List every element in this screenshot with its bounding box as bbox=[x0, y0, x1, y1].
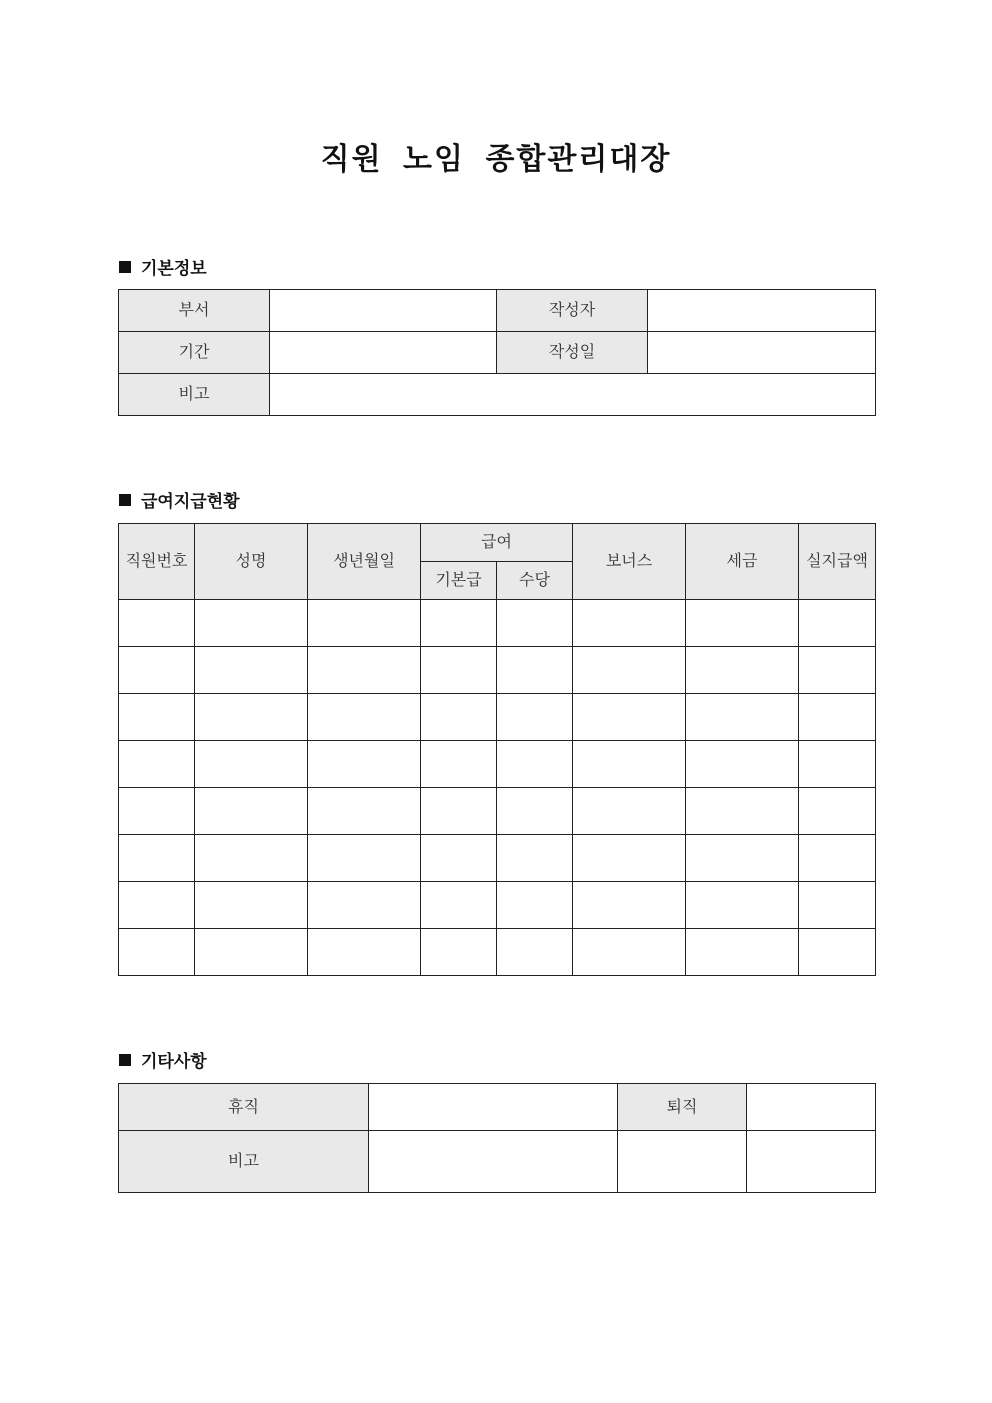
etc-note-field-2[interactable] bbox=[618, 1131, 747, 1193]
cell-birthdate[interactable] bbox=[308, 882, 421, 929]
cell-name[interactable] bbox=[195, 929, 308, 976]
cell-name[interactable] bbox=[195, 694, 308, 741]
cell-net-pay[interactable] bbox=[799, 929, 876, 976]
cell-net-pay[interactable] bbox=[799, 647, 876, 694]
cell-bonus[interactable] bbox=[573, 741, 686, 788]
section-heading-basic-info bbox=[119, 254, 207, 279]
cell-allowance[interactable] bbox=[497, 929, 573, 976]
col-header-bonus: 보너스 bbox=[573, 524, 686, 600]
period-label: 기간 bbox=[119, 332, 270, 374]
section-heading-salary bbox=[119, 487, 240, 512]
dept-field[interactable] bbox=[270, 290, 497, 332]
etc-table bbox=[118, 1083, 876, 1193]
dept-label: 부서 bbox=[119, 290, 270, 332]
cell-name[interactable] bbox=[195, 647, 308, 694]
table-row bbox=[119, 741, 876, 788]
cell-tax[interactable] bbox=[686, 929, 799, 976]
cell-birthdate[interactable] bbox=[308, 600, 421, 647]
page-title: 직원 노임 종합관리대장 bbox=[320, 142, 672, 177]
date-label: 작성일 bbox=[497, 332, 648, 374]
cell-employee-id[interactable] bbox=[119, 788, 195, 835]
square-bullet-icon bbox=[119, 494, 131, 506]
cell-employee-id[interactable] bbox=[119, 600, 195, 647]
cell-employee-id[interactable] bbox=[119, 882, 195, 929]
cell-tax[interactable] bbox=[686, 600, 799, 647]
leave-label: 휴직 bbox=[119, 1084, 369, 1131]
cell-net-pay[interactable] bbox=[799, 600, 876, 647]
note-label: 비고 bbox=[119, 374, 270, 416]
cell-allowance[interactable] bbox=[497, 788, 573, 835]
cell-birthdate[interactable] bbox=[308, 741, 421, 788]
col-header-birthdate: 생년월일 bbox=[308, 524, 421, 600]
etc-note-field[interactable] bbox=[369, 1131, 618, 1193]
col-header-name: 성명 bbox=[195, 524, 308, 600]
col-header-base-pay: 기본급 bbox=[421, 562, 497, 600]
cell-tax[interactable] bbox=[686, 741, 799, 788]
cell-base-pay[interactable] bbox=[421, 882, 497, 929]
col-header-net-pay: 실지급액 bbox=[799, 524, 876, 600]
cell-base-pay[interactable] bbox=[421, 741, 497, 788]
table-row bbox=[119, 835, 876, 882]
cell-name[interactable] bbox=[195, 788, 308, 835]
table-row bbox=[119, 694, 876, 741]
cell-name[interactable] bbox=[195, 741, 308, 788]
cell-tax[interactable] bbox=[686, 788, 799, 835]
cell-allowance[interactable] bbox=[497, 882, 573, 929]
writer-field[interactable] bbox=[648, 290, 876, 332]
cell-net-pay[interactable] bbox=[799, 741, 876, 788]
cell-name[interactable] bbox=[195, 600, 308, 647]
cell-bonus[interactable] bbox=[573, 600, 686, 647]
table-row bbox=[119, 929, 876, 976]
table-row bbox=[119, 600, 876, 647]
table-row bbox=[119, 788, 876, 835]
cell-tax[interactable] bbox=[686, 835, 799, 882]
cell-tax[interactable] bbox=[686, 647, 799, 694]
cell-bonus[interactable] bbox=[573, 929, 686, 976]
cell-birthdate[interactable] bbox=[308, 694, 421, 741]
cell-base-pay[interactable] bbox=[421, 694, 497, 741]
cell-bonus[interactable] bbox=[573, 788, 686, 835]
table-row bbox=[119, 882, 876, 929]
cell-net-pay[interactable] bbox=[799, 882, 876, 929]
cell-employee-id[interactable] bbox=[119, 741, 195, 788]
cell-net-pay[interactable] bbox=[799, 788, 876, 835]
etc-note-label: 비고 bbox=[119, 1131, 369, 1193]
cell-allowance[interactable] bbox=[497, 835, 573, 882]
col-header-allowance: 수당 bbox=[497, 562, 573, 600]
cell-base-pay[interactable] bbox=[421, 600, 497, 647]
cell-tax[interactable] bbox=[686, 694, 799, 741]
section-heading-etc bbox=[119, 1047, 207, 1072]
col-header-pay: 급여 bbox=[421, 524, 573, 562]
cell-base-pay[interactable] bbox=[421, 788, 497, 835]
leave-field[interactable] bbox=[369, 1084, 618, 1131]
writer-label: 작성자 bbox=[497, 290, 648, 332]
table-row bbox=[119, 647, 876, 694]
cell-tax[interactable] bbox=[686, 882, 799, 929]
cell-employee-id[interactable] bbox=[119, 647, 195, 694]
basic-info-table bbox=[118, 289, 876, 416]
cell-name[interactable] bbox=[195, 882, 308, 929]
note-field[interactable] bbox=[270, 374, 876, 416]
section-heading-text: 기본정보 bbox=[141, 259, 207, 279]
cell-allowance[interactable] bbox=[497, 741, 573, 788]
cell-base-pay[interactable] bbox=[421, 835, 497, 882]
cell-net-pay[interactable] bbox=[799, 694, 876, 741]
section-heading-text: 급여지급현황 bbox=[141, 492, 240, 512]
square-bullet-icon bbox=[119, 1054, 131, 1066]
resign-label: 퇴직 bbox=[618, 1084, 747, 1131]
cell-birthdate[interactable] bbox=[308, 647, 421, 694]
salary-table bbox=[118, 523, 876, 976]
etc-note-field-3[interactable] bbox=[747, 1131, 876, 1193]
cell-bonus[interactable] bbox=[573, 835, 686, 882]
cell-birthdate[interactable] bbox=[308, 929, 421, 976]
cell-employee-id[interactable] bbox=[119, 835, 195, 882]
col-header-tax: 세금 bbox=[686, 524, 799, 600]
date-field[interactable] bbox=[648, 332, 876, 374]
resign-field[interactable] bbox=[747, 1084, 876, 1131]
cell-birthdate[interactable] bbox=[308, 788, 421, 835]
cell-base-pay[interactable] bbox=[421, 929, 497, 976]
cell-allowance[interactable] bbox=[497, 694, 573, 741]
cell-employee-id[interactable] bbox=[119, 929, 195, 976]
cell-bonus[interactable] bbox=[573, 694, 686, 741]
cell-allowance[interactable] bbox=[497, 600, 573, 647]
cell-birthdate[interactable] bbox=[308, 835, 421, 882]
col-header-employee-id: 직원번호 bbox=[119, 524, 195, 600]
cell-net-pay[interactable] bbox=[799, 835, 876, 882]
cell-bonus[interactable] bbox=[573, 882, 686, 929]
cell-bonus[interactable] bbox=[573, 647, 686, 694]
cell-name[interactable] bbox=[195, 835, 308, 882]
square-bullet-icon bbox=[119, 261, 131, 273]
cell-base-pay[interactable] bbox=[421, 647, 497, 694]
period-field[interactable] bbox=[270, 332, 497, 374]
section-heading-text: 기타사항 bbox=[141, 1052, 207, 1072]
cell-employee-id[interactable] bbox=[119, 694, 195, 741]
cell-allowance[interactable] bbox=[497, 647, 573, 694]
